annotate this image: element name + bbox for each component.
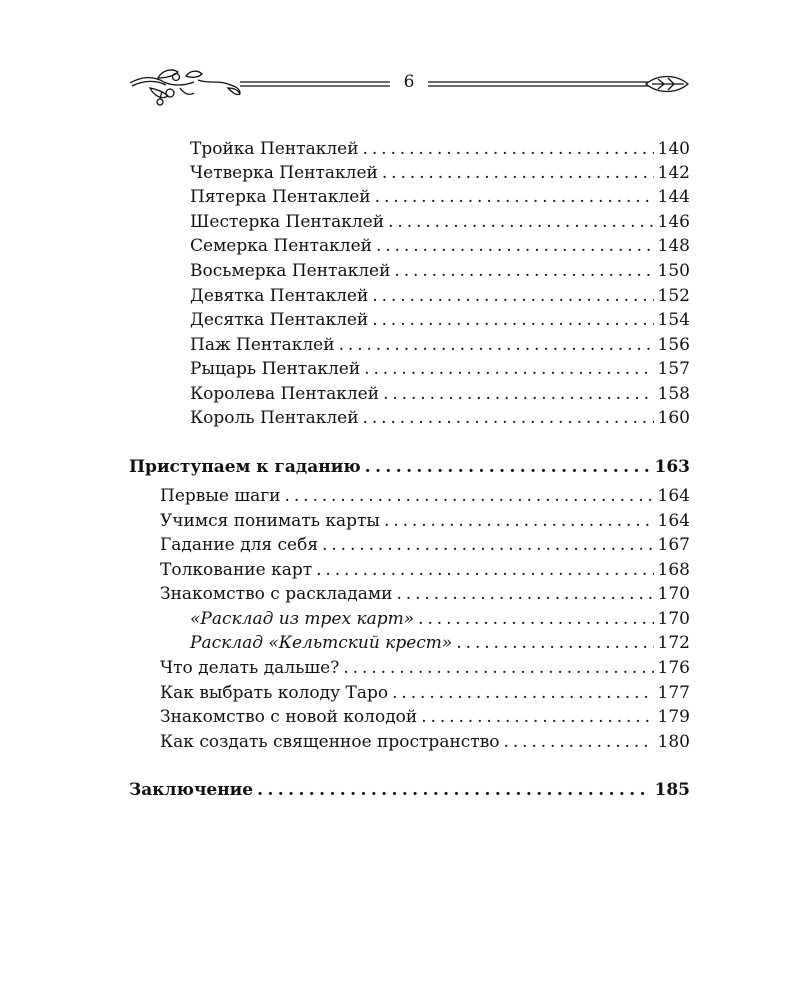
dot-leader [322,533,653,557]
toc-entry[interactable] [190,185,690,209]
toc-entry[interactable] [160,558,690,582]
toc-entry-title: Знакомство с новой колодой [160,707,418,727]
toc-entry-title: Королева Пентаклей [190,384,380,404]
dot-leader [376,234,654,258]
toc-entry[interactable] [160,509,690,533]
toc-entry-title: Девятка Пентаклей [190,286,369,306]
toc-entry-title: Знакомство с раскладами [160,584,393,604]
toc-entry-page: 172 [657,633,690,653]
toc-entry-page: 144 [657,187,690,207]
toc-entry-page: 167 [657,535,690,555]
dot-leader [364,357,653,381]
toc-entry-title: Тройка Пентаклей [190,139,359,159]
dot-leader [383,382,653,406]
toc-entry-title: Как выбрать колоду Таро [160,683,389,703]
toc-entry-title: Как создать священное пространство [160,732,500,752]
toc-entry[interactable] [190,234,690,258]
toc-entry-page: 170 [657,609,690,629]
dot-leader [396,582,653,606]
toc-entry-title: Шестерка Пентаклей [190,212,385,232]
dot-leader [363,406,654,430]
toc-entry-title: Король Пентаклей [190,408,359,428]
toc-entry-page: 150 [657,261,690,281]
dot-leader [504,730,654,754]
dot-leader [372,308,653,332]
toc-entry[interactable] [160,730,690,754]
toc-entry-page: 156 [657,335,690,355]
toc-entry-page: 157 [657,359,690,379]
toc-entry-page: 164 [657,486,690,506]
toc-entry-page: 142 [657,163,690,183]
dot-leader [343,656,653,680]
toc-entry-title: Пятерка Пентаклей [190,187,371,207]
dot-leader [372,284,653,308]
toc-entry[interactable] [160,533,690,557]
toc-section-title: Приступаем к гаданию [129,457,361,477]
toc-entry-title: Толкование карт [160,560,313,580]
toc-entry-title: Десятка Пентаклей [190,310,369,330]
dot-leader [339,333,654,357]
toc-entry-page: 164 [657,511,690,531]
toc-entry-title: Рыцарь Пентаклей [190,359,361,379]
toc-entry-title: Паж Пентаклей [190,335,335,355]
toc-entry[interactable] [190,259,690,283]
toc-entry-title: Гадание для себя [160,535,319,555]
dot-leader [394,259,653,283]
dot-leader [363,137,654,161]
toc-entry[interactable] [160,582,690,606]
dot-leader [375,185,654,209]
toc-entry-page: 148 [657,236,690,256]
toc-entry[interactable] [160,705,690,729]
toc-entry[interactable] [190,631,690,655]
toc-entry[interactable] [190,284,690,308]
toc-entry[interactable] [190,210,690,234]
toc-section-title: Заключение [129,780,254,800]
dot-leader [285,484,654,508]
toc-entry-title: «Расклад из трех карт» [190,609,415,629]
dot-leader [392,681,653,705]
toc-entry[interactable] [190,382,690,406]
toc-section-divination[interactable] [129,455,690,479]
dot-leader [257,778,650,802]
dot-leader [388,210,653,234]
toc-entry[interactable] [190,357,690,381]
toc-entry-page: 154 [657,310,690,330]
toc-entry-page: 168 [657,560,690,580]
toc-section-page: 163 [654,457,690,477]
dot-leader [365,455,651,479]
toc-entry-title: Четверка Пентаклей [190,163,378,183]
toc-entry-page: 176 [657,658,690,678]
toc-entry[interactable] [160,656,690,680]
toc-entry-title: Расклад «Кельтский крест» [190,633,453,653]
dot-leader [316,558,653,582]
toc-section-page: 185 [654,780,690,800]
toc-entry-page: 160 [657,408,690,428]
toc-entry-title: Что делать дальше? [160,658,340,678]
toc-entry[interactable] [190,406,690,430]
toc-entry[interactable] [190,607,690,631]
toc-entry-title: Восьмерка Пентаклей [190,261,391,281]
toc-entry-page: 180 [657,732,690,752]
dot-leader [456,631,653,655]
toc-entry-page: 152 [657,286,690,306]
toc-entry[interactable] [190,137,690,161]
toc-entry-page: 177 [657,683,690,703]
toc-entry[interactable] [190,161,690,185]
dot-leader [421,705,653,729]
toc-entry-page: 140 [657,139,690,159]
toc-entry[interactable] [160,484,690,508]
toc-entry[interactable] [160,681,690,705]
dot-leader [418,607,653,631]
dot-leader [382,161,654,185]
toc-entry-page: 146 [657,212,690,232]
toc-entry-title: Учимся понимать карты [160,511,380,531]
toc-section-conclusion[interactable] [129,778,690,802]
toc-entry-page: 170 [657,584,690,604]
toc-entry-page: 179 [657,707,690,727]
toc-entry[interactable] [190,308,690,332]
toc-entry-page: 158 [657,384,690,404]
dot-leader [384,509,654,533]
toc-entry-title: Первые шаги [160,486,281,506]
toc-entry-title: Семерка Пентаклей [190,236,372,256]
toc-entry[interactable] [190,333,690,357]
page-number: 6 [399,72,419,92]
